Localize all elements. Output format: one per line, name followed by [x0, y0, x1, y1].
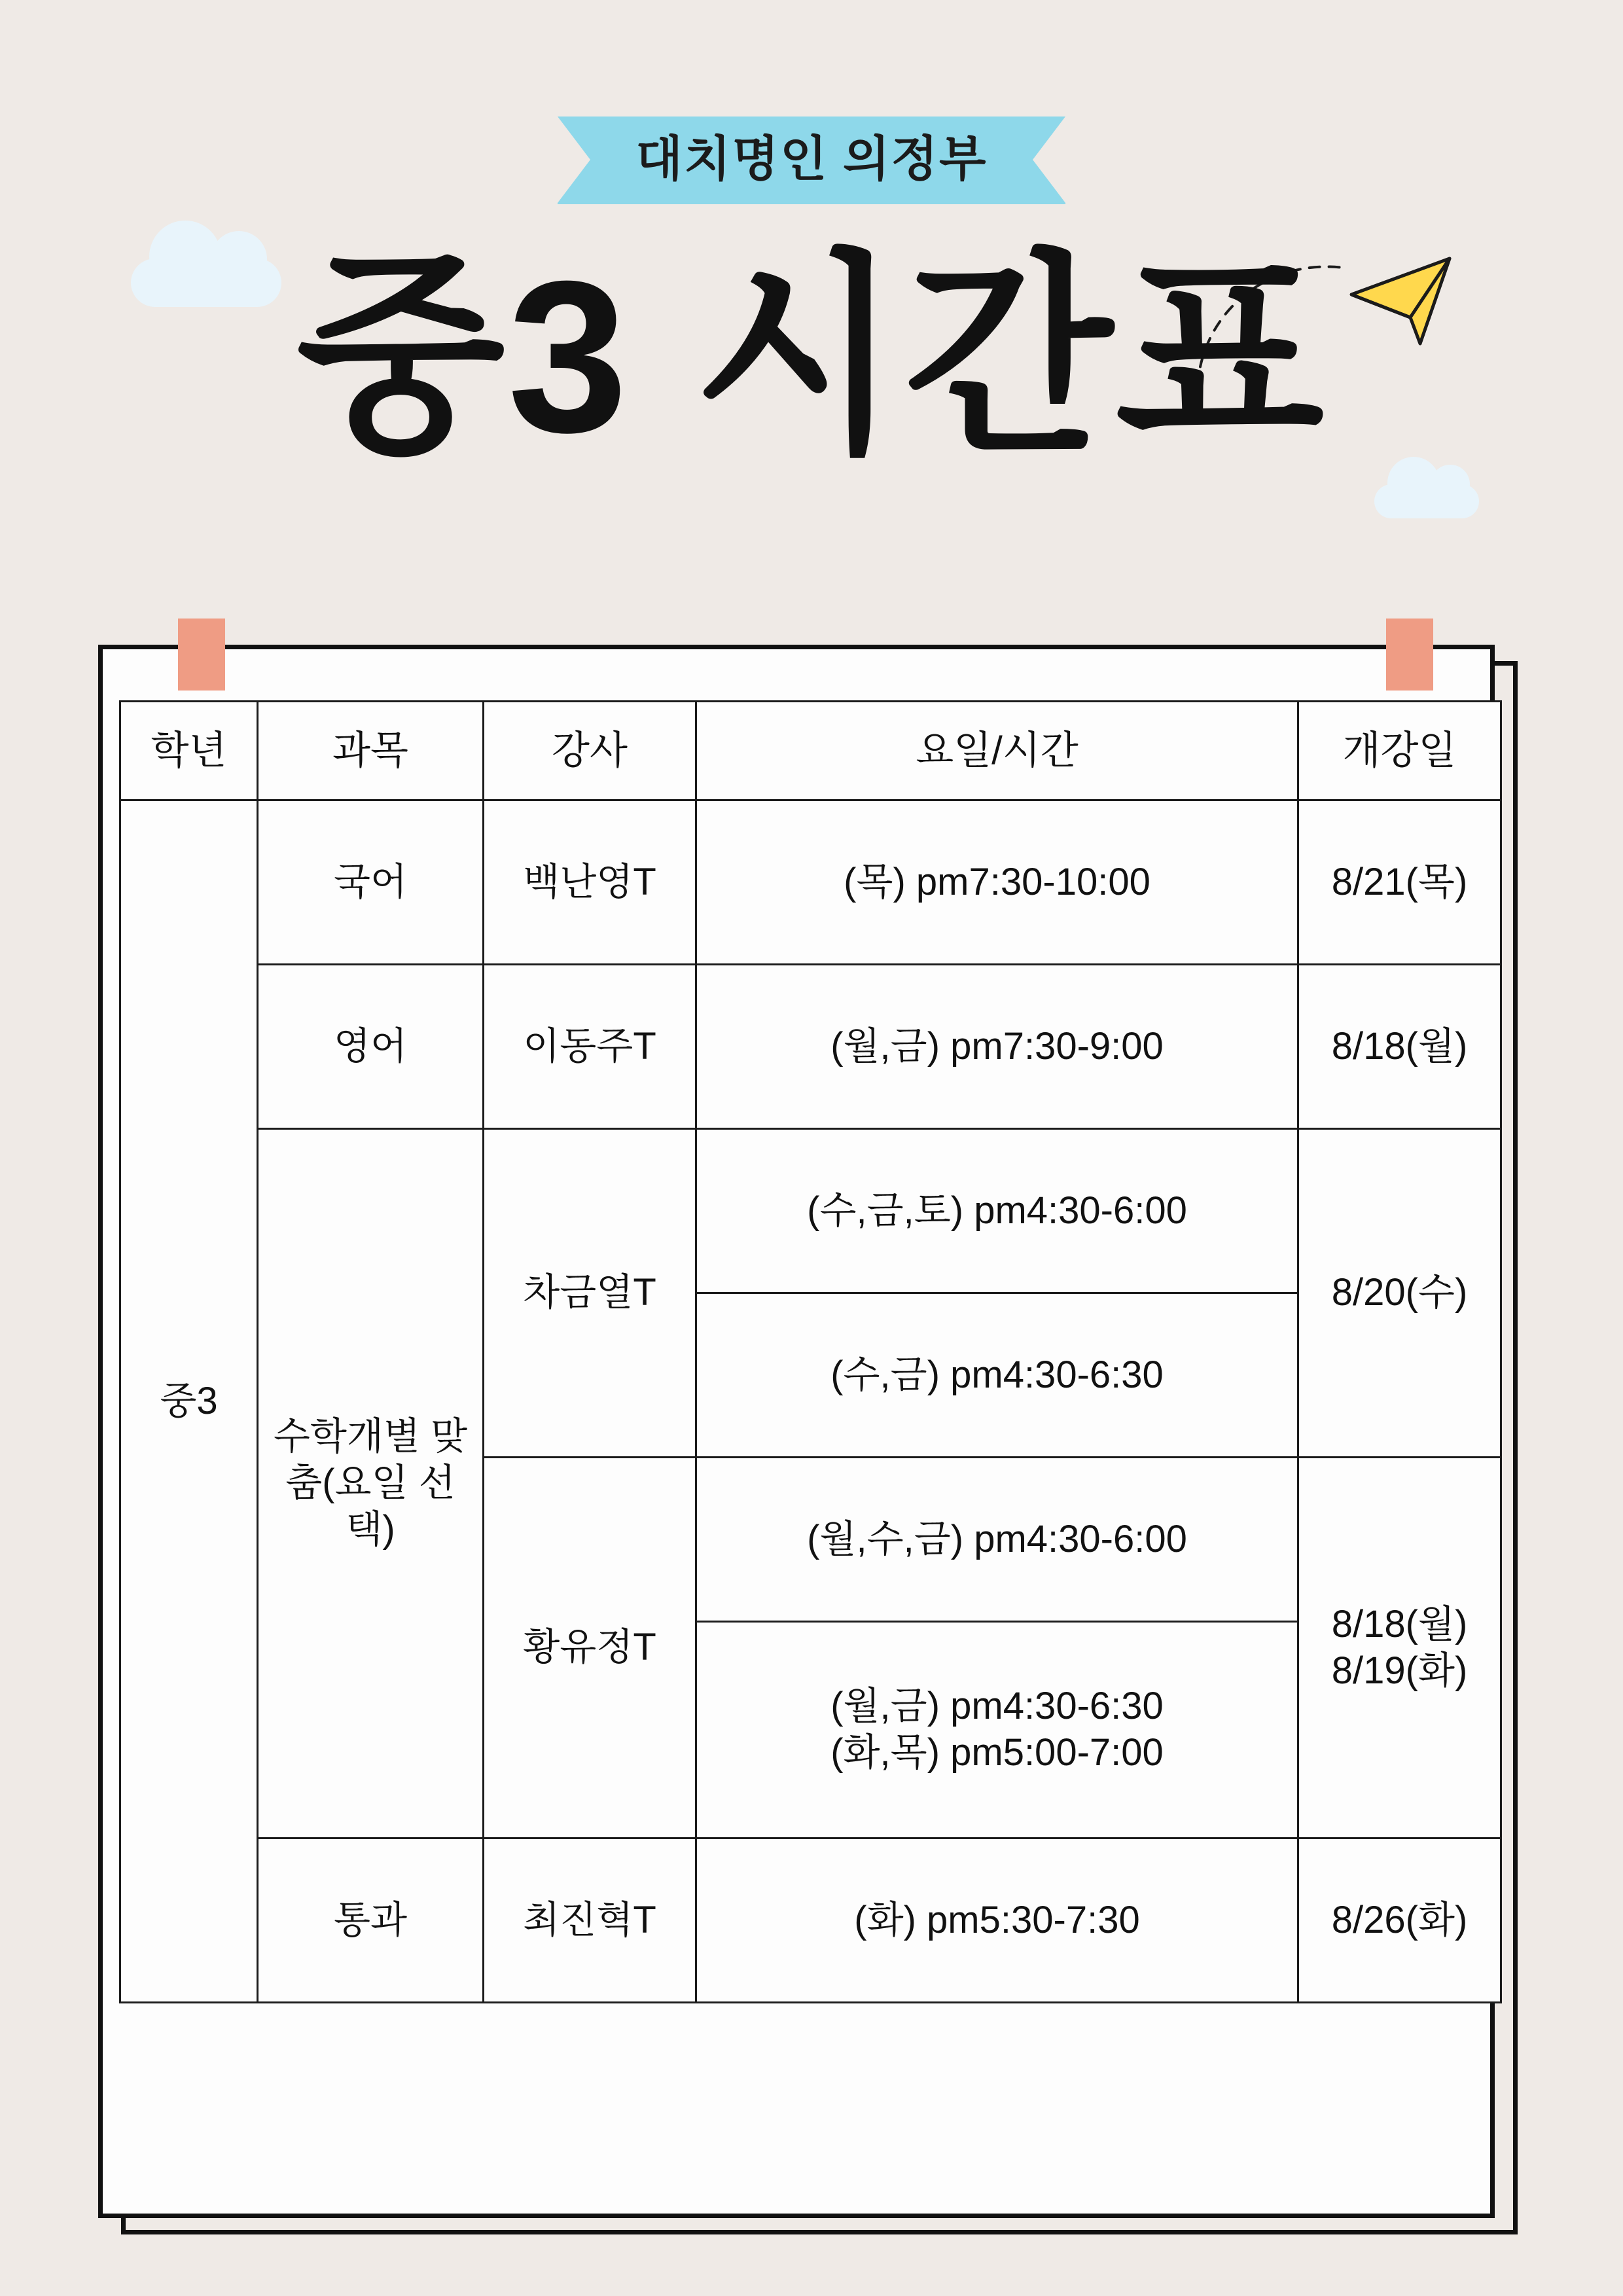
cell-time-math-hwang-1: (월,수,금) pm4:30-6:00: [696, 1458, 1298, 1622]
cell-subject-korean: 국어: [258, 800, 484, 965]
cell-time-math-hwang-2: [696, 1622, 1298, 1839]
clip-left-icon: [178, 619, 225, 691]
table-row: [120, 1129, 1501, 1293]
cell-grade: 중3: [120, 800, 258, 2003]
cell-teacher-english: 이동주T: [484, 965, 696, 1129]
cell-subject-tonggwa: 통과: [258, 1839, 484, 2003]
cell-teacher-korean: 백난영T: [484, 800, 696, 965]
cell-time-math-hwang-2-line1: (월,금) pm4:30-6:30: [830, 1685, 1164, 1728]
table-row: [120, 1839, 1501, 2003]
column-header-grade: 학년: [120, 702, 258, 800]
cell-start-korean: 8/21(목): [1298, 800, 1501, 965]
cloud-decoration-right: [1374, 484, 1479, 518]
column-header-daytime: 요일/시간: [696, 702, 1298, 800]
cell-start-english: 8/18(월): [1298, 965, 1501, 1129]
clip-right-icon: [1386, 619, 1433, 691]
column-header-subject: 과목: [258, 702, 484, 800]
cell-start-math-cha: 8/20(수): [1298, 1129, 1501, 1458]
table-header-row: [120, 702, 1501, 800]
cell-teacher-math-hwang: 황유정T: [484, 1458, 696, 1839]
column-header-teacher: 강사: [484, 702, 696, 800]
cell-start-math-hwang: [1298, 1458, 1501, 1839]
table-row: [120, 800, 1501, 965]
header-banner: [0, 117, 1623, 204]
cell-subject-math: 수학개별 맞춤(요일 선택): [258, 1129, 484, 1839]
banner-label: 대치명인 의정부: [558, 117, 1066, 204]
table-row: [120, 965, 1501, 1129]
column-header-startdate: 개강일: [1298, 702, 1501, 800]
cell-time-korean: (목) pm7:30-10:00: [696, 800, 1298, 965]
cell-start-math-hwang-line2: 8/19(화): [1331, 1649, 1468, 1692]
cell-teacher-tonggwa: 최진혁T: [484, 1839, 696, 2003]
cell-time-tonggwa: (화) pm5:30-7:30: [696, 1839, 1298, 2003]
cell-time-english: (월,금) pm7:30-9:00: [696, 965, 1298, 1129]
schedule-table: [119, 700, 1502, 2003]
cell-subject-english: 영어: [258, 965, 484, 1129]
cell-teacher-math-cha: 차금열T: [484, 1129, 696, 1458]
cell-time-math-hwang-2-line2: (화,목) pm5:00-7:00: [830, 1731, 1164, 1774]
cell-start-math-hwang-line1: 8/18(월): [1331, 1602, 1468, 1645]
page-title: 중3 시간표: [296, 236, 1327, 477]
cell-time-math-cha-2: (수,금) pm4:30-6:30: [696, 1293, 1298, 1458]
cell-time-math-cha-1: (수,금,토) pm4:30-6:00: [696, 1129, 1298, 1293]
cell-start-tonggwa: 8/26(화): [1298, 1839, 1501, 2003]
